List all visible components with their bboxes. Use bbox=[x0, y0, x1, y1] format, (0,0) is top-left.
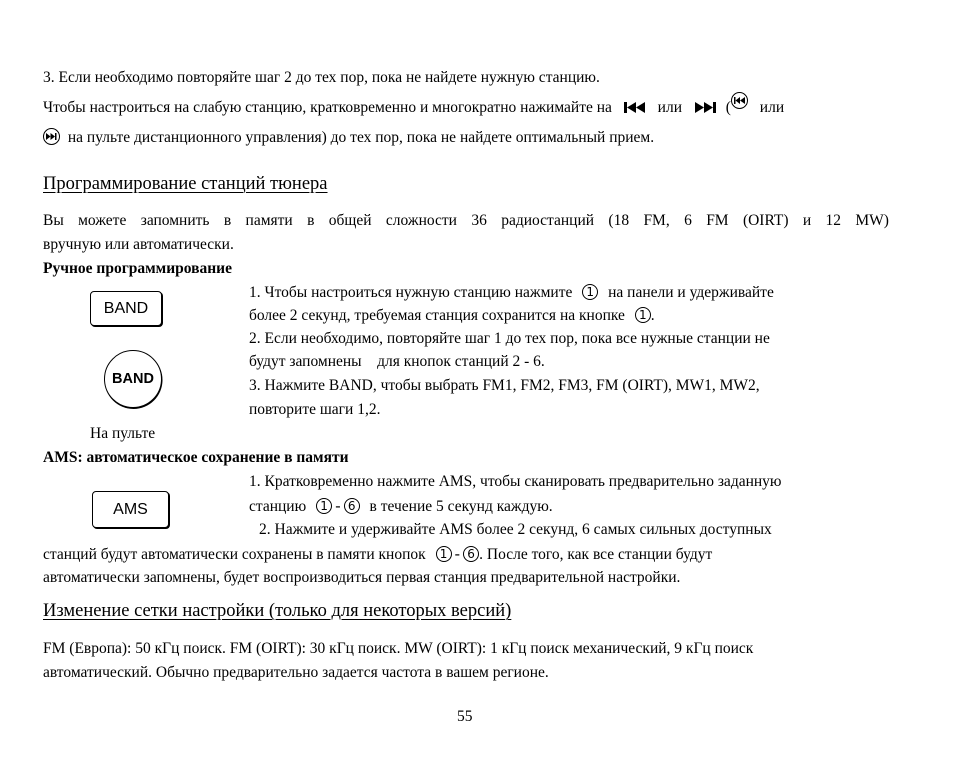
paragraph-word: общей bbox=[328, 212, 372, 229]
ams-step-2-text-b: . После того, как все станции будут bbox=[479, 546, 713, 563]
skip-forward-icon bbox=[694, 100, 716, 120]
paragraph-word: FM bbox=[706, 212, 729, 229]
manual-step-1-end: . bbox=[650, 307, 655, 324]
ams-step-1-line-2 bbox=[249, 496, 553, 517]
tuning-step-line-2: автоматический. Обычно предварительно задается частота в вашем регионе. bbox=[43, 664, 549, 681]
intro-line-1: 3. Если необходимо повторяйте шаг 2 до тех пор, пока не найдете нужную станцию. bbox=[43, 69, 600, 86]
manual-step-1-line-1 bbox=[249, 283, 774, 303]
ams-step-1-text-b: в течение 5 секунд каждую. bbox=[369, 498, 553, 515]
intro-line-2 bbox=[43, 92, 784, 120]
paragraph-word: Вы bbox=[43, 212, 64, 229]
paragraph-word: в bbox=[307, 212, 315, 229]
paragraph-word: 12 bbox=[825, 212, 842, 229]
paragraph-word: в bbox=[223, 212, 232, 229]
ams-range-dash: - bbox=[335, 497, 341, 515]
manual-step-1-text-a: 1. Чтобы настроиться нужную станцию нажмите bbox=[249, 284, 573, 301]
paragraph-word: 36 bbox=[471, 212, 487, 229]
intro-paren: ( bbox=[725, 99, 731, 116]
tuning-step-line-1: FM (Европа): 50 кГц поиск. FM (OIRT): 30 кГц поиск. MW (OIRT): 1 кГц поиск механический, 9 кГц поиск bbox=[43, 640, 754, 657]
ams-step-1-line-1: 1. Кратковременно нажмите AMS, чтобы сканировать предварительно заданную bbox=[249, 473, 782, 490]
paragraph-word: (18 bbox=[608, 212, 630, 229]
preset-1-symbol: 1 bbox=[582, 284, 598, 300]
ams-range-dash-2: - bbox=[454, 545, 461, 563]
intro-or-2: или bbox=[759, 99, 785, 116]
ams-button-illustration: AMS bbox=[92, 491, 169, 528]
preset-1-symbol-ams: 1 bbox=[316, 498, 332, 514]
paragraph-word: FM, bbox=[643, 212, 670, 229]
preset-6-symbol-ams-2: 6 bbox=[463, 546, 479, 562]
manual-step-2-line-2: будут запомнены для кнопок станций 2 - 6. bbox=[249, 353, 545, 370]
intro-line-2-text: Чтобы настроиться на слабую станцию, кратковременно и многократно нажимайте на bbox=[43, 99, 612, 116]
band-button-illustration: BAND bbox=[90, 291, 162, 326]
paragraph-word: (OIRT) bbox=[742, 212, 789, 229]
paragraph-word: радиостанций bbox=[501, 212, 595, 229]
band-remote-button-illustration: BAND bbox=[104, 350, 162, 408]
ams-title: AMS: автоматическое сохранение в памяти bbox=[43, 449, 349, 466]
section1-paragraph-line-2: вручную или автоматически. bbox=[43, 236, 234, 253]
remote-caption: На пульте bbox=[90, 425, 156, 442]
paragraph-word: можете bbox=[78, 212, 127, 229]
manual-step-3-line-1: 3. Нажмите BAND, чтобы выбрать FM1, FM2, FM3, FM (OIRT), MW1, MW2, bbox=[249, 377, 760, 394]
preset-1-symbol-ams-2: 1 bbox=[436, 546, 452, 562]
manual-step-1-line-2 bbox=[249, 306, 655, 326]
ams-step-2-line-3: автоматически запомнены, будет воспроизводиться первая станция предварительной настройки. bbox=[43, 569, 681, 586]
section1-paragraph-line-1 bbox=[43, 211, 889, 231]
manual-programming-title: Ручное программирование bbox=[43, 260, 232, 277]
manual-step-1-line-2-text: более 2 секунд, требуемая станция сохранится на кнопке bbox=[249, 307, 625, 324]
section-heading-programming: Программирование станций тюнера bbox=[43, 174, 328, 194]
remote-skip-forward-icon bbox=[43, 128, 60, 145]
paragraph-word: 6 bbox=[684, 212, 692, 229]
paragraph-word: MW) bbox=[855, 212, 889, 229]
manual-step-1-text-b: на панели и удерживайте bbox=[608, 284, 774, 301]
remote-skip-back-icon bbox=[731, 92, 748, 109]
page-number: 55 bbox=[457, 708, 473, 725]
paragraph-word: памяти bbox=[245, 212, 293, 229]
skip-back-icon bbox=[624, 100, 646, 120]
ams-step-2-line-2 bbox=[43, 544, 712, 565]
ams-step-1-text-a: станцию bbox=[249, 498, 307, 515]
preset-1-symbol-2: 1 bbox=[635, 307, 651, 323]
section-heading-tuning-step: Изменение сетки настройки (только для некоторых версий) bbox=[43, 601, 512, 621]
paragraph-word: сложности bbox=[385, 212, 457, 229]
manual-step-3-line-2: повторите шаги 1,2. bbox=[249, 401, 381, 418]
manual-step-2-line-1: 2. Если необходимо, повторяйте шаг 1 до тех пор, пока все нужные станции не bbox=[249, 330, 770, 347]
intro-or-1: или bbox=[657, 99, 682, 116]
preset-6-symbol-ams: 6 bbox=[344, 498, 360, 514]
intro-line-3 bbox=[43, 128, 654, 148]
ams-step-2-line-1: 2. Нажмите и удерживайте AMS более 2 секунд, 6 самых сильных доступных bbox=[259, 521, 772, 538]
paragraph-word: и bbox=[802, 212, 812, 229]
ams-step-2-text-a: станций будут автоматически сохранены в памяти кнопок bbox=[43, 546, 426, 563]
intro-line-3-text: на пульте дистанционного управления) до тех пор, пока не найдете оптимальный прием. bbox=[67, 129, 655, 146]
paragraph-word: запомнить bbox=[140, 212, 210, 229]
